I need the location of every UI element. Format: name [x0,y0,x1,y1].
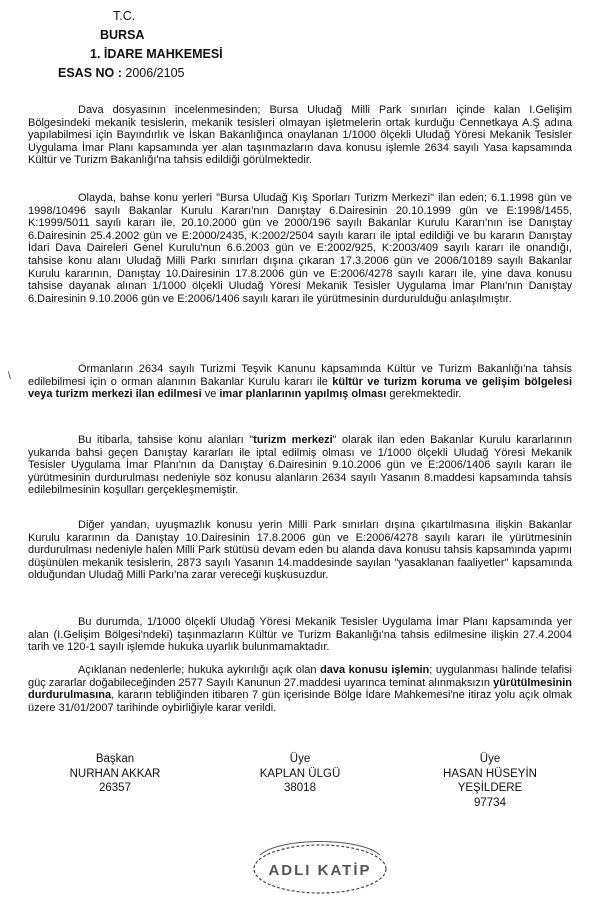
bold-text-run: imar planlarının yapılmış olması [219,388,387,401]
text-run: ; uygulanması halinde telafisi güç zararlar doğabileceğinden 2577 Sayılı Kanunun 27.maddesi uyarınca teminat alınmaksızın [28,664,573,689]
paragraph-2 [28,192,572,305]
paragraph-5 [28,519,572,582]
header-esas [58,65,184,81]
paragraph-4 [28,434,572,497]
signature-number: 26357 [99,782,131,794]
signature-role: Üye [479,753,501,765]
text-run: " olarak ilan eden Bakanlar Kurulu kararlarının yukarıda bahsi geçen Danıştay kararları ile iptal edilmiş olması ve 1/1000 ölçekli Uludağ Yöresi Mekanik Tesisler Uygulama İmar Planı'nın da Danıştay 6.Dairesinin 9.10.2006 gün ve E:2006/1406 sayılı kararı ile yürütmesinin durdurulması nedeniyle söz konusu alanların 2634 sayılı Yasanın 8.maddesi kapsamında tahsis edilebilmesinin koşulları gerçekleşmemiştir. [28,434,572,497]
paragraph-3 [28,363,572,401]
text-run: Bu itibarla, tahsise konu alanları " [78,434,254,446]
text-run: Diğer yandan, uyuşmazlık konusu yerin Milli Park sınırları dışına çıkartılmasına ilişkin Bakanlar Kurulu kararının da Danıştay 10.Dairesinin 17.8.2006 gün ve E:2006/4278 sayılı kararı ile yürütmesinin durdurulması nedeniyle halen Milli Park stütüsü devam eden bu alanda dava konusu tahsis kapsamında yapımı düşünülen mekanik tesislerin, 2873 sayılı Yasanın 14.maddesinde sayılan "yasaklanan faaliyetler" kapsamında olduğundan Uludağ Milli Parkı'na zarar vereceği kuşkusuzdur. [28,519,572,582]
text-run: ve [201,388,220,401]
esas-label: ESAS NO : [58,66,122,80]
bold-text-run: turizm merkezi [253,434,333,446]
signature-member-2 [410,752,570,810]
text-run: gerekmektedir. [386,388,462,401]
signature-role: Başkan [95,753,135,765]
margin-mark: \ [8,371,11,382]
bold-text-run: yürütülmesinin durdurulmasına [28,676,572,702]
bold-text-run: dava konusu işlemin [320,664,430,676]
text-run: Dava dosyasının incelenmesinden; Bursa Uludağ Milli Park sınırları içinde kalan I.Gelişim Bölgesindeki mekanik tesislerin, mekanik tesisleri olmayan işletmelerin ortak kurduğu Cennetkaya A.Ş adına yapılabilmesi için Bayındırlık ve İskan Bakanlığınca onaylanan 1/1000 ölçekli Uludağ Yöresi Mekanik Tesisler Uygulama İmar Planı kapsamında yer alan taşınmazların dava konusu işlemle 2634 sayılı Yasa kapsamında Kültür ve Turizm Bakanlığı'na tahsis edildiği görülmektedir. [28,104,572,167]
paragraph-1 [28,104,572,167]
signature-name: NURHAN AKKAR [69,767,161,780]
text-run: Açıklanan nedenlerle; hukuka aykırılığı açık olan [78,664,321,676]
paragraph-7 [28,664,572,714]
signature-number: 38018 [284,782,316,794]
signature-member-1 [225,752,375,796]
signature-number: 97734 [474,796,506,809]
bold-text-run: kültür ve turizm koruma ve gelişim bölgelesi veya turizm merkezi ilan edilmesi [28,375,572,401]
text-run: Ormanların 2634 sayılı Turizmi Teşvik Kanunu kapsamında Kültür ve Turizm Bakanlığı'na tahsis edilebilmesi için o orman alanının Bakanlar Kurulu kararı ile [28,363,572,388]
header-tc: T.C. [113,9,136,23]
header-city: BURSA [100,28,145,42]
paragraph-6 [28,616,572,654]
court-stamp [250,835,390,895]
stamp-text: ADLI KATİP [268,862,372,879]
esas-number: 2006/2105 [125,66,185,80]
signature-name: KAPLAN ÜLGÜ [259,767,341,780]
signature-name: HASAN HÜSEYİN YEŞİLDERE [443,767,537,794]
text-run: Olayda, bahse konu yerleri "Bursa Uludağ Kış Sporları Turizm Merkezi" ilan eden; 6.1.1998 gün ve 1998/10496 sayılı Bakanlar Kurulu Kararı'nın Danıştay 6.Dairesinin 20.10.1999 gün ve E:1998/1455, K:1999/5011 sayılı kararı ile, 20.10.2000 gün ve 2000/196 sayılı Bakanlar Kurulu Kararı'nın ise Danıştay 6.Dairesinin 25.4.2002 gün ve E:2000/2435, K:2002/2504 sayılı kararı ile iptal edildiği ve bu kararın Danıştay İdari Dava Daireleri Genel Kurulu'nun 6.6.2003 gün ve E:2002/925, K:2003/409 sayılı kararı ile onandığı, tahsise konu alanı Uludağ Milli Parkı sınırları dışına çıkaran 17.3.2006 gün ve 2006/10189 sayılı Bakanlar Kurulu kararının, Danıştay 10.Dairesinin 17.8.2006 gün ve E:2006/4278 sayılı kararı ile, yine dava konusu tahsise dayanak alınan 1/1000 ölçekli Uludağ Yöresi Mekanik Tesisler Uygulama İmar Planı'nın Danıştay 6.Dairesinin 9.10.2006 gün ve E:2006/1406 sayılı kararı ile yürütmesinin durdurulduğu anlaşılmıştır. [28,192,572,305]
signature-president [40,752,190,796]
signature-role: Üye [289,753,311,765]
header-court: 1. İDARE MAHKEMESİ [90,47,223,61]
text-run: Bu durumda, 1/1000 ölçekli Uludağ Yöresi Mekanik Tesisler Uygulama İmar Planı kapsamında yer alan (I.Gelişim Bölgesi'ndeki) taşınmazların Kültür ve Turizm Bakanlığı'na tahsis edilmesine ilişkin 27.4.2004 tarih ve 120-1 sayılı işlemde hukuka uyarlık bulunmamaktadır. [28,616,572,654]
text-run: , kararın tebliğinden itibaren 7 gün içerisinde Bölge İdare Mahkemesi'ne itiraz yolu açık olmak üzere 31/01/2007 tarihinde oybirliğiyle karar verildi. [28,689,572,714]
